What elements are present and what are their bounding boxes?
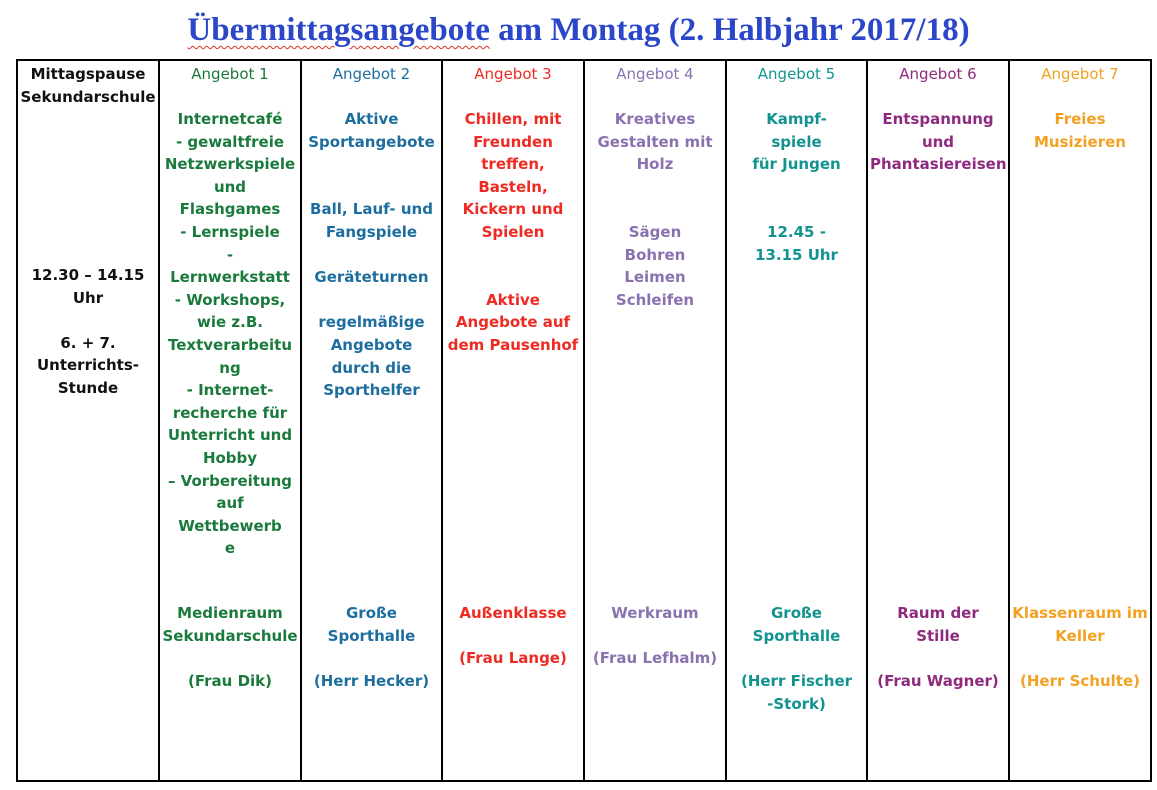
schedule-row [17, 60, 1151, 781]
offer-room: Große Sporthalle [327, 604, 416, 645]
offer-header: Angebot 5 [757, 65, 836, 83]
offer-room: Raum der Stille [897, 604, 979, 645]
offer-column-4 [584, 60, 726, 781]
offer-description: Chillen, mit Freunden treffen, Basteln, Kickern und Spielen Aktive Angebote auf dem Pausenhof [447, 110, 579, 354]
offer-header: Angebot 4 [616, 65, 694, 83]
offer-column-5 [726, 60, 867, 781]
pause-lessons-text: 6. + 7. Unterrichts- Stunde [36, 333, 140, 397]
offer-column-7 [1009, 60, 1151, 781]
offer-description: Freies Musizieren [1034, 110, 1126, 151]
pause-header: Mittagspause Sekundarschule [20, 65, 156, 106]
offer-teacher: (Herr Fischer -Stork) [740, 672, 853, 713]
offer-room: Große Sporthalle [752, 604, 841, 645]
offer-column-6 [867, 60, 1009, 781]
offer-teacher: (Frau Wagner) [877, 672, 999, 690]
offer-room: Medienraum Sekundarschule [162, 604, 298, 645]
offer-room: Außenklasse [459, 604, 567, 622]
offer-header: Angebot 7 [1041, 65, 1119, 83]
offer-description: Aktive Sportangebote Ball, Lauf- und Fangspiele Geräteturnen regelmäßige Angebote durch die Sporthelfer [308, 110, 435, 400]
offer-teacher: (Herr Schulte) [1020, 672, 1140, 690]
offer-description: Kampf- spiele für Jungen 12.45 - 13.15 Uhr [752, 110, 841, 264]
offer-description: Entspannung und Phantasiereisen [870, 110, 1007, 174]
offer-header: Angebot 1 [191, 65, 269, 83]
pause-time-text: 12.30 – 14.15 Uhr [31, 266, 145, 307]
offer-room: Klassenraum im Keller [1012, 604, 1148, 645]
offer-room: Werkraum [611, 604, 699, 622]
offer-teacher: (Herr Hecker) [313, 672, 430, 690]
page-title-rest: am Montag (2. Halbjahr 2017/18) [489, 12, 970, 48]
schedule-table [16, 59, 1152, 782]
page-title [0, 8, 1157, 52]
offer-column-1 [159, 60, 301, 781]
offer-teacher: (Frau Dik) [188, 672, 272, 690]
offer-teacher: (Frau Lefhalm) [592, 649, 718, 667]
offer-header: Angebot 2 [332, 65, 411, 83]
pause-column [17, 60, 159, 781]
page-title-underlined: Übermittagsangebote [187, 12, 490, 48]
offer-column-3 [442, 60, 584, 781]
offer-column-2 [301, 60, 442, 781]
offer-description: Internetcafé - gewaltfreie Netzwerkspiele und Flashgames - Lernspiele - Lernwerkstatt - Workshops, wie z.B. Textverarbeitu ng - Internet- recherche für Unterricht und Hobby – Vorbereitung auf Wettbewerb e [164, 110, 296, 558]
pause-time [20, 264, 156, 400]
offer-header: Angebot 3 [474, 65, 552, 83]
offer-description: Kreatives Gestalten mit Holz Sägen Bohren Leimen Schleifen [597, 110, 713, 309]
offer-header: Angebot 6 [899, 65, 977, 83]
offer-teacher: (Frau Lange) [459, 649, 567, 667]
